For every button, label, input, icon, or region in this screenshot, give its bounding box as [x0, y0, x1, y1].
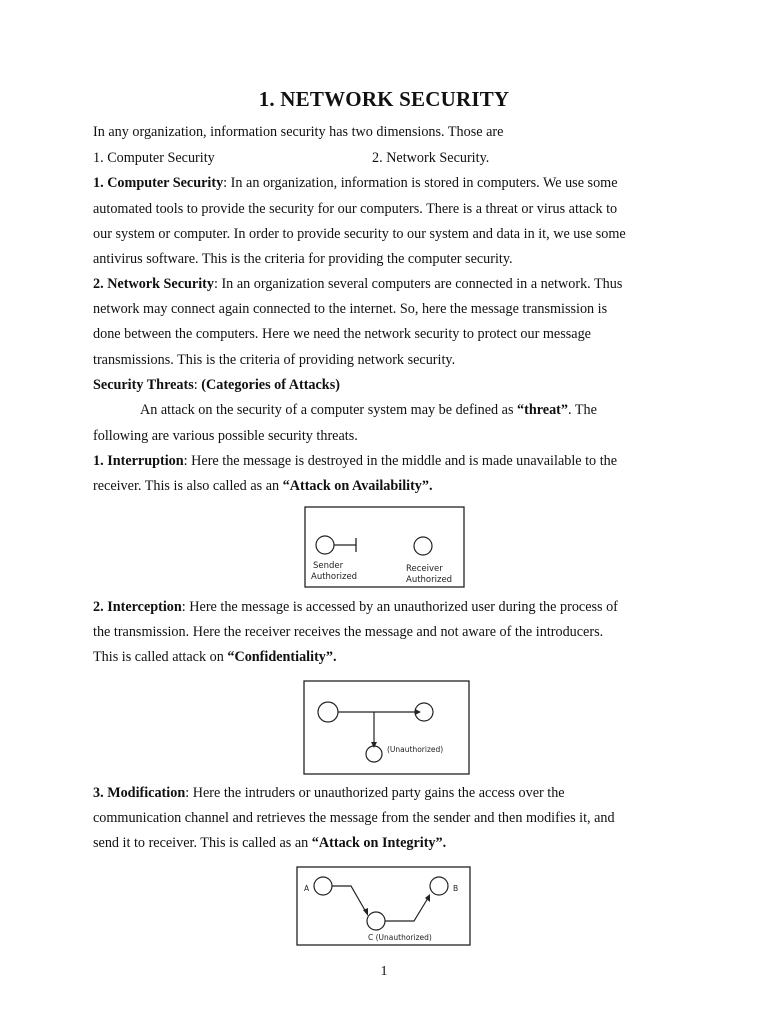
- interruption-line-2: receiver. This is also called as an “Attack on Availability”.: [93, 478, 433, 494]
- interception-line-3: This is called attack on “Confidentiality”.: [93, 649, 337, 665]
- dimension-2: 2. Network Security.: [372, 150, 490, 166]
- computer-security-line-2: automated tools to provide the security for our computers. There is a threat or virus attack to: [93, 201, 618, 217]
- network-security-line-4: transmissions. This is the criteria of providing network security.: [93, 352, 456, 368]
- interception-figure: [303, 680, 471, 776]
- interception-line-1: 2. Interception: Here the message is accessed by an unauthorized user during the process of: [93, 599, 618, 615]
- network-security-heading: 2. Network Security: [93, 276, 214, 292]
- threats-line-2: following are various possible security threats.: [93, 428, 358, 444]
- threats-heading: Security Threats: [93, 377, 194, 393]
- receiver-label: Receiver: [406, 564, 443, 574]
- threats-heading-line: Security Threats: (Categories of Attacks): [93, 377, 340, 393]
- unauthorized-label: (Unauthorized): [387, 745, 444, 754]
- figure-border: [304, 681, 469, 774]
- node-c-label: C (Unauthorized): [368, 933, 432, 942]
- sender-sub-label: Authorized: [311, 572, 358, 582]
- interruption-figure: [298, 505, 468, 591]
- modification-heading: 3. Modification: [93, 785, 186, 801]
- network-security-line-3: done between the computers. Here we need the network security to protect our message: [93, 326, 591, 342]
- modification-line-3: send it to receiver. This is called as an “Attack on Integrity”.: [93, 835, 447, 851]
- network-security-line-2: network may connect again connected to the internet. So, here the message transmission is: [93, 301, 608, 317]
- interception-line-2: the transmission. Here the receiver receives the message and not aware of the introducers.: [93, 624, 604, 640]
- interruption-heading: 1. Interruption: [93, 453, 184, 469]
- receiver-sub-label: Authorized: [406, 575, 453, 585]
- interception-heading: 2. Interception: [93, 599, 182, 615]
- computer-security-heading: 1. Computer Security: [93, 175, 224, 191]
- page-title: 1. NETWORK SECURITY: [258, 87, 510, 111]
- computer-security-line-3: our system or computer. In order to provide security to our system and data in it, we use some: [93, 226, 626, 242]
- modification-line-1: 3. Modification: Here the intruders or unauthorized party gains the access over the: [93, 785, 565, 801]
- page-number: 1: [380, 964, 388, 979]
- dimension-1: 1. Computer Security: [93, 150, 215, 166]
- intro-line: In any organization, information security has two dimensions. Those are: [93, 124, 504, 140]
- modification-figure: [296, 866, 472, 948]
- interruption-line-1: 1. Interruption: Here the message is destroyed in the middle and is made unavailable to the: [93, 453, 618, 469]
- sender-label: Sender: [313, 561, 344, 571]
- threats-line-1: An attack on the security of a computer system may be defined as “threat”. The: [140, 402, 597, 418]
- modification-line-2: communication channel and retrieves the message from the sender and then modifies it, and: [93, 810, 615, 826]
- node-b-label: B: [453, 884, 459, 893]
- node-a-label: A: [304, 884, 310, 893]
- computer-security-line-1: 1. Computer Security: In an organization, information is stored in computers. We use some: [93, 175, 618, 191]
- threats-subheading: (Categories of Attacks): [201, 377, 340, 393]
- computer-security-line-4: antivirus software. This is the criteria for providing the computer security.: [93, 251, 513, 267]
- network-security-line-1: 2. Network Security: In an organization several computers are connected in a network. Thus: [93, 276, 623, 292]
